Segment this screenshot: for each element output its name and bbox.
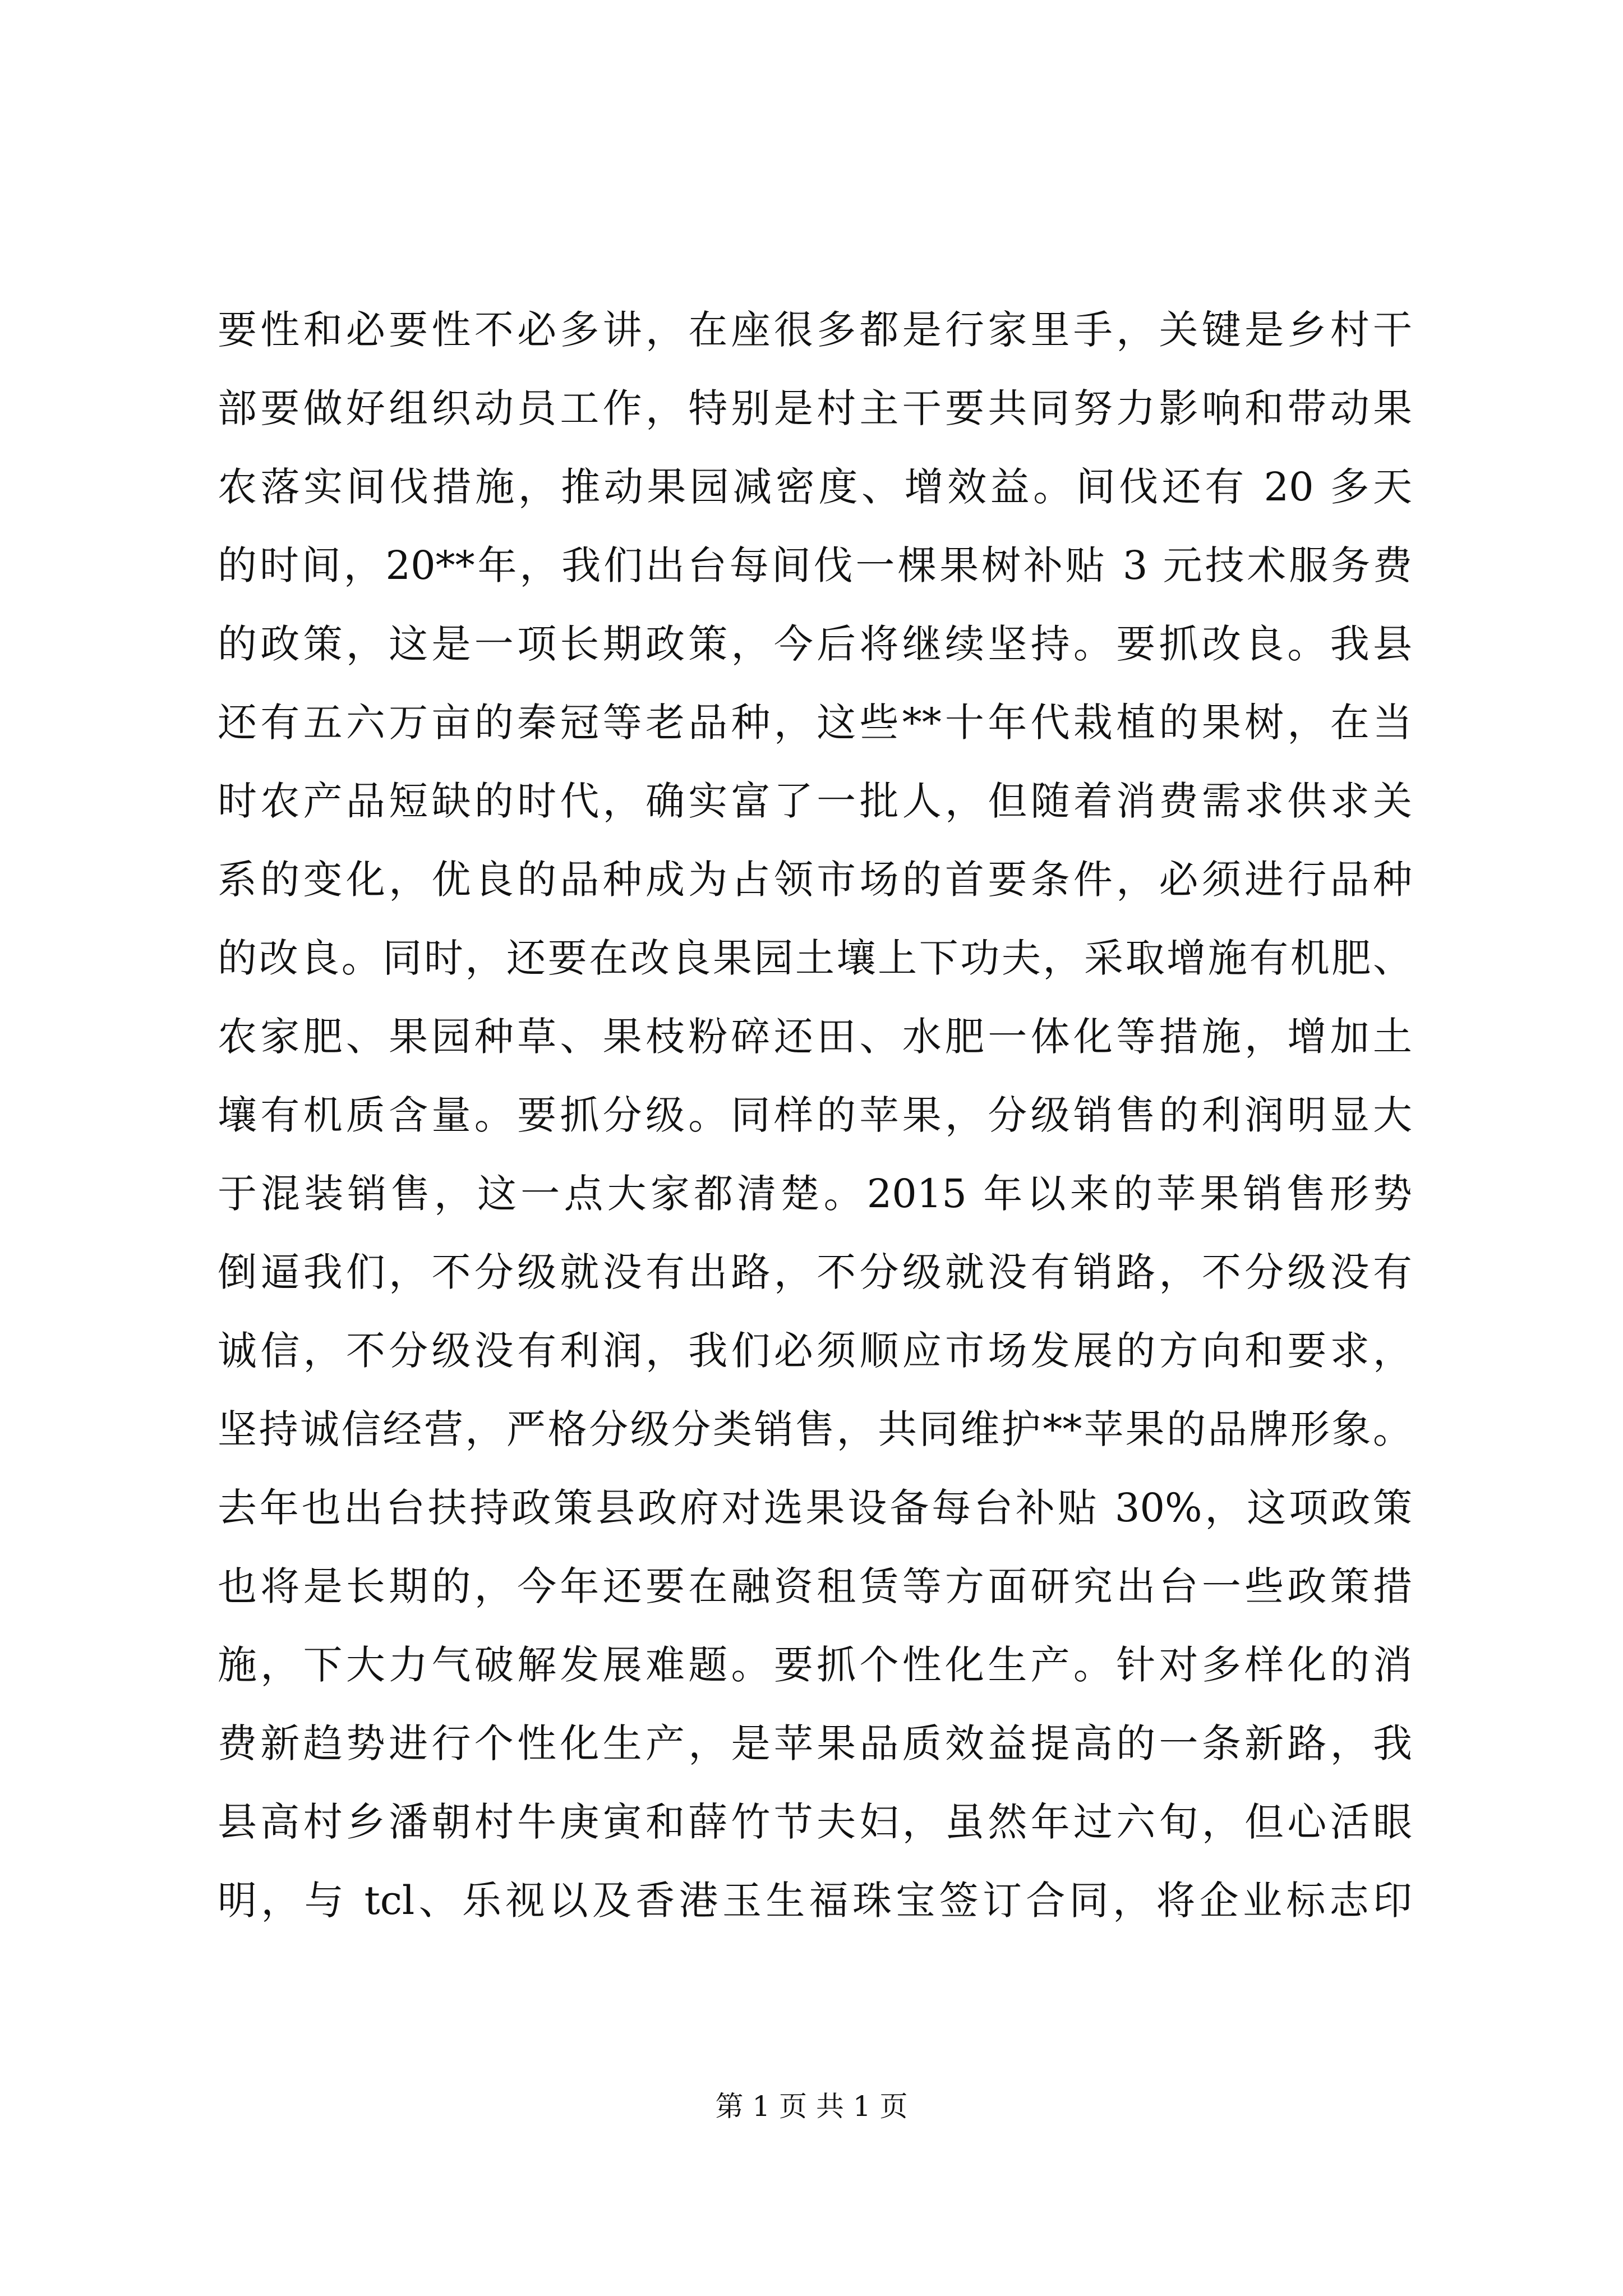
text-line: 壤有机质含量。要抓分级。同样的苹果，分级销售的利润明显大 <box>218 1092 1412 1138</box>
text-line: 的改良。同时，还要在改良果园土壤上下功夫，采取增施有机肥、 <box>218 935 1412 981</box>
text-line: 倒逼我们，不分级就没有出路，不分级就没有销路，不分级没有 <box>218 1249 1412 1295</box>
text-line: 部要做好组织动员工作，特别是村主干要共同努力影响和带动果 <box>218 385 1412 431</box>
text-line: 也将是长期的，今年还要在融资租赁等方面研究出台一些政策措 <box>218 1563 1412 1609</box>
text-line: 施，下大力气破解发展难题。要抓个性化生产。针对多样化的消 <box>218 1642 1412 1688</box>
page-footer: 第 1 页 共 1 页 <box>715 2090 908 2123</box>
text-line: 农家肥、果园种草、果枝粉碎还田、水肥一体化等措施，增加土 <box>218 1014 1412 1060</box>
text-line: 要性和必要性不必多讲，在座很多都是行家里手，关键是乡村干 <box>218 307 1412 353</box>
text-line: 明，与 tcl、乐视以及香港玉生福珠宝签订合同，将企业标志印 <box>218 1878 1412 1924</box>
body-text <box>218 291 1412 1940</box>
text-line: 时农产品短缺的时代，确实富了一批人，但随着消费需求供求关 <box>218 778 1412 824</box>
text-line: 的时间，20**年，我们出台每间伐一棵果树补贴 3 元技术服务费 <box>218 542 1412 588</box>
text-line: 去年也出台扶持政策县政府对选果设备每台补贴 30%，这项政策 <box>218 1485 1412 1531</box>
text-line: 县高村乡潘朝村牛庚寅和薛竹节夫妇，虽然年过六旬，但心活眼 <box>218 1799 1412 1845</box>
text-line: 于混装销售，这一点大家都清楚。2015 年以来的苹果销售形势 <box>218 1171 1412 1217</box>
text-line: 的政策，这是一项长期政策，今后将继续坚持。要抓改良。我县 <box>218 621 1412 667</box>
text-line: 系的变化，优良的品种成为占领市场的首要条件，必须进行品种 <box>218 857 1412 903</box>
text-line: 费新趋势进行个性化生产，是苹果品质效益提高的一条新路，我 <box>218 1720 1412 1766</box>
text-line: 坚持诚信经营，严格分级分类销售，共同维护**苹果的品牌形象。 <box>218 1406 1412 1452</box>
text-line: 还有五六万亩的秦冠等老品种，这些**十年代栽植的果树，在当 <box>218 700 1412 746</box>
text-line: 农落实间伐措施，推动果园减密度、增效益。间伐还有 20 多天 <box>218 464 1412 510</box>
text-line: 诚信，不分级没有利润，我们必须顺应市场发展的方向和要求， <box>218 1328 1412 1374</box>
